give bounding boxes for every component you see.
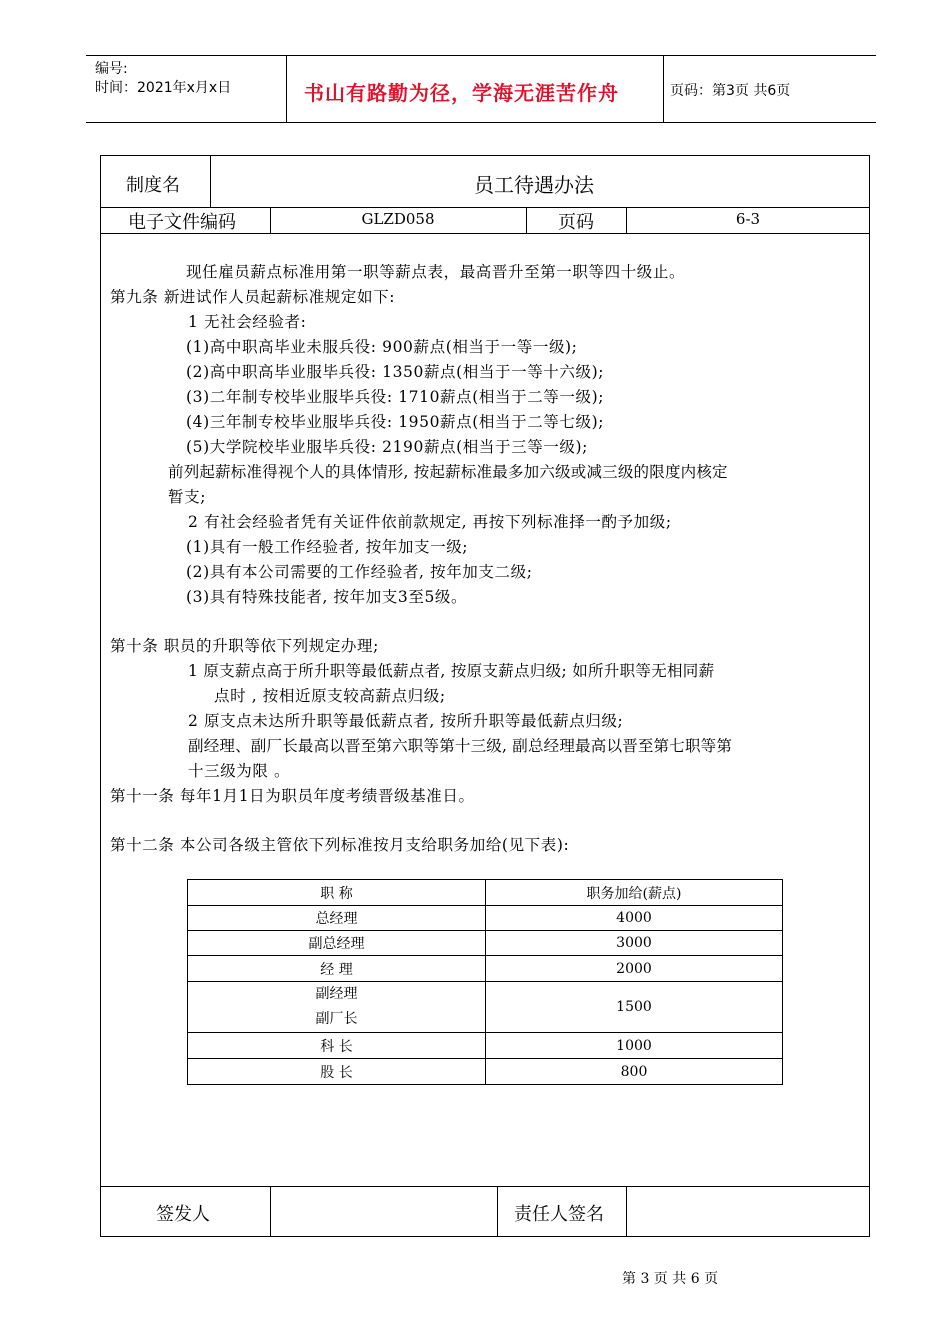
table-row bbox=[188, 1033, 783, 1059]
body-line: (1)高中职高毕业未服兵役: 900薪点(相当于一等一级); bbox=[186, 338, 578, 356]
table-cell-title-line: 副经理 bbox=[315, 986, 358, 1002]
body-line: 点时 , 按相近原支较高薪点归级; bbox=[214, 687, 446, 705]
table-cell-allowance: 800 bbox=[486, 1059, 783, 1085]
article-10-heading: 第十条 职员的升职等依下列规定办理; bbox=[110, 637, 379, 655]
table-cell-title: 副总经理 bbox=[188, 931, 486, 956]
table-cell-title-line: 副厂长 bbox=[315, 1011, 358, 1027]
header-divider-right bbox=[663, 55, 664, 122]
body-line: 现任雇员薪点标准用第一职等薪点表，最高晋升至第一职等四十级止。 bbox=[186, 263, 686, 281]
table-row bbox=[188, 906, 783, 931]
body-line: 1 无社会经验者: bbox=[188, 313, 307, 331]
form-vrule-name bbox=[210, 156, 211, 207]
table-row bbox=[188, 931, 783, 956]
table-cell-allowance: 4000 bbox=[486, 906, 783, 931]
table-cell-title: 经 理 bbox=[188, 956, 486, 982]
body-line: (2)高中职高毕业服毕兵役: 1350薪点(相当于一等十六级); bbox=[186, 363, 605, 381]
table-cell-allowance: 1500 bbox=[486, 982, 783, 1033]
body-line: 十三级为限 。 bbox=[188, 762, 291, 780]
body-line: 副经理、副厂长最高以晋至第六职等第十三级, 副总经理最高以晋至第七职等第 bbox=[188, 737, 733, 755]
body-line: (5)大学院校毕业服毕兵役: 2190薪点(相当于三等一级); bbox=[186, 438, 588, 456]
table-row bbox=[188, 1059, 783, 1085]
body-line: (3)二年制专校毕业服毕兵役: 1710薪点(相当于二等一级); bbox=[186, 388, 605, 406]
form-vrule-sign-1 bbox=[270, 1186, 271, 1237]
duty-allowance-table bbox=[187, 879, 783, 1085]
table-header-allowance: 职务加给(薪点) bbox=[486, 880, 783, 906]
regulation-name-value: 员工待遇办法 bbox=[474, 173, 594, 197]
table-cell-allowance: 1000 bbox=[486, 1033, 783, 1059]
body-line: 2 有社会经验者凭有关证件依前款规定, 再按下列标准择一酌予加级; bbox=[188, 513, 672, 531]
article-11-heading: 第十一条 每年1月1日为职员年度考绩晋级基准日。 bbox=[110, 787, 475, 805]
page-footer: 第 3 页 共 6 页 bbox=[622, 1271, 719, 1287]
article-9-heading: 第九条 新进试作人员起薪标准规定如下: bbox=[110, 288, 396, 306]
body-line: (3)具有特殊技能者, 按年加支3至5级。 bbox=[186, 588, 468, 606]
body-line: 1 原支薪点高于所升职等最低薪点者, 按原支薪点归级; 如所升职等无相同薪 bbox=[188, 662, 715, 680]
table-header-title: 职 称 bbox=[188, 880, 486, 906]
form-vrule-sign-2 bbox=[497, 1186, 498, 1237]
file-code-label: 电子文件编码 bbox=[128, 212, 236, 233]
body-line: (2)具有本公司需要的工作经验者, 按年加支二级; bbox=[186, 563, 533, 581]
page-code-label: 页码 bbox=[558, 212, 594, 233]
table-row bbox=[188, 956, 783, 982]
form-vrule-sign-3 bbox=[626, 1186, 627, 1237]
page-code-value: 6-3 bbox=[735, 210, 761, 228]
file-code-value: GLZD058 bbox=[361, 210, 435, 228]
table-header-row bbox=[188, 880, 783, 906]
header-bottom-rule bbox=[86, 122, 876, 123]
table-cell-title: 股 长 bbox=[188, 1059, 486, 1085]
table-row bbox=[188, 982, 783, 1033]
document-number-label: 编号: bbox=[95, 61, 128, 77]
table-cell-title bbox=[188, 982, 486, 1033]
issuer-label: 签发人 bbox=[156, 1204, 210, 1225]
body-line: 暂支; bbox=[168, 488, 207, 506]
body-line: (4)三年制专校毕业服毕兵役: 1950薪点(相当于二等七级); bbox=[186, 413, 605, 431]
header-top-rule bbox=[86, 55, 876, 56]
table-cell-title: 科 长 bbox=[188, 1033, 486, 1059]
article-12-heading: 第十二条 本公司各级主管依下列标准按月支给职务加给(见下表): bbox=[110, 836, 570, 854]
table-cell-title: 总经理 bbox=[188, 906, 486, 931]
document-time-label: 时间：2021年x月x日 bbox=[95, 80, 232, 96]
form-rule-3 bbox=[101, 1186, 869, 1187]
header-divider-left bbox=[286, 55, 287, 122]
body-line: (1)具有一般工作经验者, 按年加支一级; bbox=[186, 538, 469, 556]
header-motto: 书山有路勤为径，学海无涯苦作舟 bbox=[304, 81, 619, 105]
body-line: 前列起薪标准得视个人的具体情形, 按起薪标准最多加六级或减三级的限度内核定 bbox=[168, 463, 728, 481]
regulation-name-label: 制度名 bbox=[126, 175, 180, 196]
table-cell-allowance: 2000 bbox=[486, 956, 783, 982]
responsible-signature-label: 责任人签名 bbox=[514, 1204, 604, 1225]
body-line: 2 原支点未达所升职等最低薪点者, 按所升职等最低薪点归级; bbox=[188, 712, 624, 730]
table-cell-allowance: 3000 bbox=[486, 931, 783, 956]
header-page-label: 页码：第3页 共6页 bbox=[670, 83, 791, 99]
